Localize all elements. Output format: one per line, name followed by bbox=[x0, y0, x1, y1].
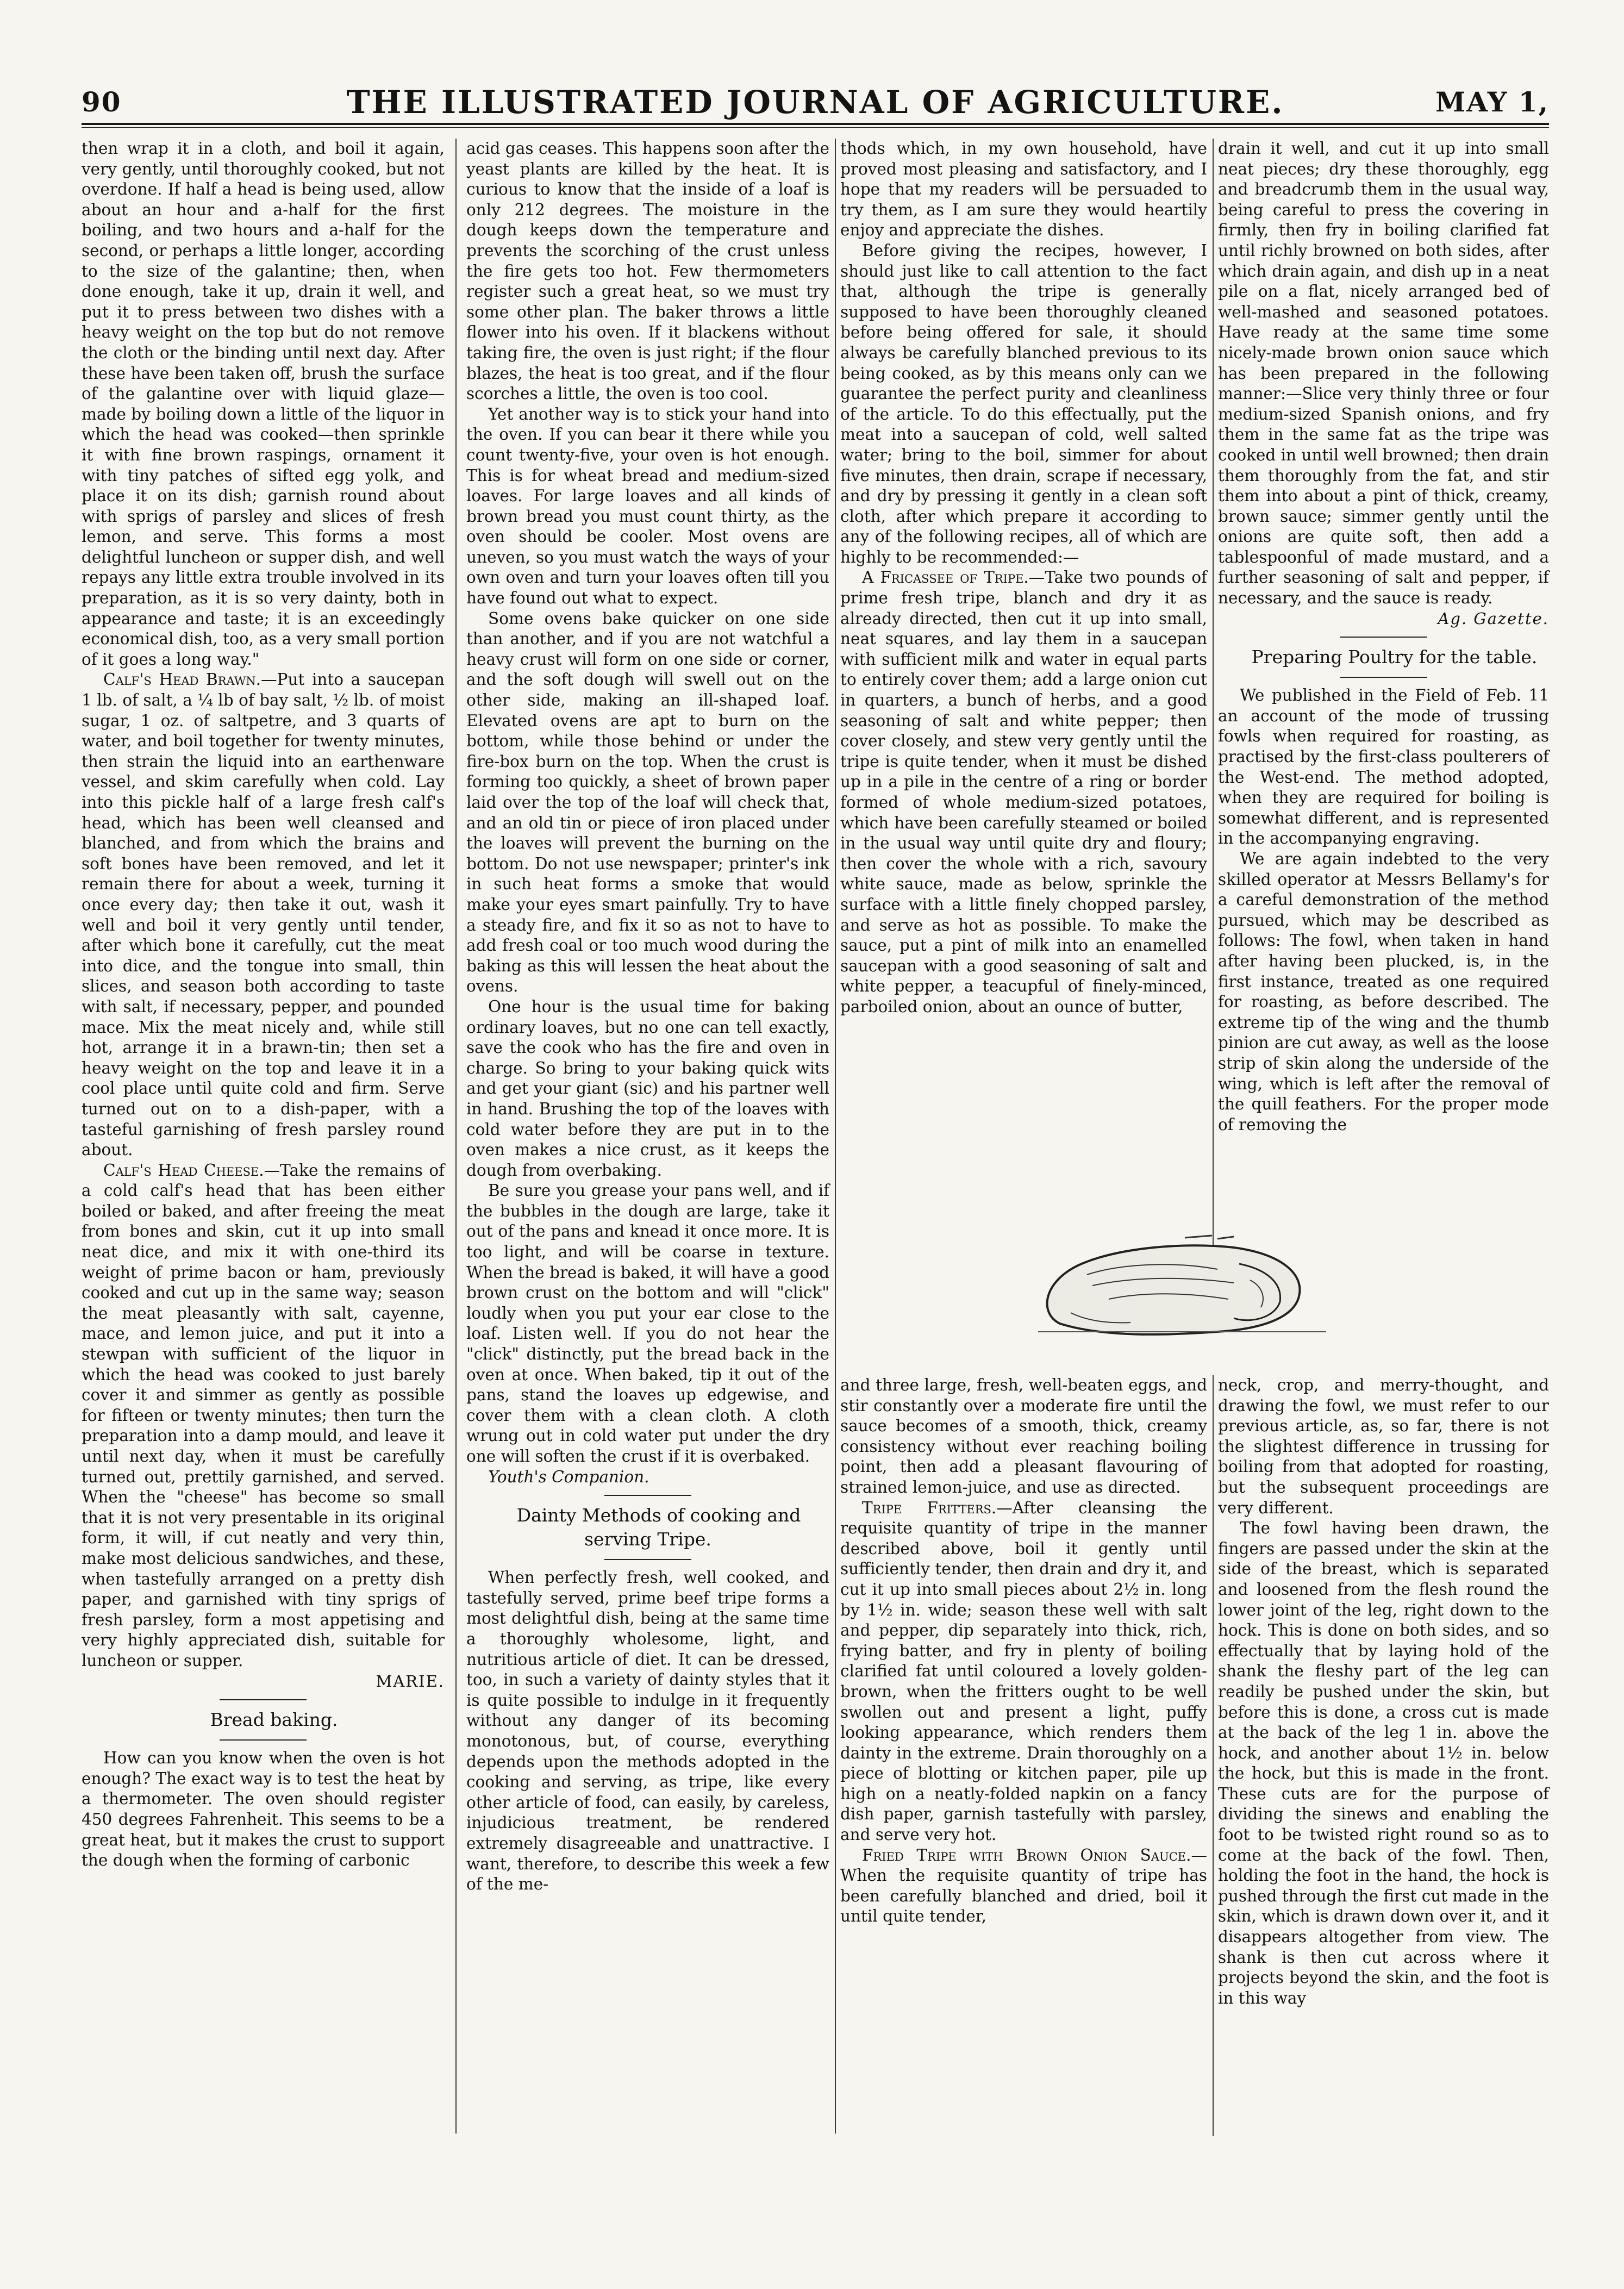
page-header bbox=[82, 82, 1549, 120]
trussed-fowl-icon bbox=[978, 1231, 1386, 1345]
author-signature: MARIE. bbox=[376, 1671, 445, 1691]
paragraph: How can you know when the oven is hot enough? The exact way is to test the heat by a thermometer. The oven should register 450 degrees Fahrenheit. This seems to be a great heat, but it makes the crust to support the dough when the forming of carbonic bbox=[82, 1749, 445, 1870]
paragraph: neck, crop, and merry-thought, and drawing the fowl, we must refer to our previous article, as, so far, there is not the slightest difference in trussing for boiling from that adopted for roasting, but the subsequent proceedings are very different. bbox=[1218, 1376, 1549, 1517]
article-heading: Bread baking. bbox=[210, 1709, 338, 1731]
recipe-title: A Fricassee of Tripe. bbox=[862, 568, 1029, 587]
paragraph: thods which, in my own household, have proved most pleasing and satisfactory, and I hope that my readers will be persuaded to try them, as I am sure they would heartily enjoy and appreciate the dishes. bbox=[840, 139, 1207, 240]
issue-date: MAY 1, bbox=[1435, 86, 1549, 118]
article-heading: Preparing Poultry for the table. bbox=[1251, 646, 1538, 668]
fowl-illustration bbox=[978, 1231, 1386, 1370]
paragraph-text: —Put into a saucepan 1 lb. of salt, a ¼ lb of bay salt, ½ lb. of moist sugar, 1 oz. of saltpetre, and 3 quarts of water, and boil together for twenty minutes, then strain the liquid into an earthenware vessel, and skim carefully when cold. Lay into this pickle half of a large fresh calf's head, which has been well cleansed and blanched, and from which the brains and soft bones have been removed, and let it remain there for about a week, turning it once every day; then take it out, wash it well and boil it very gently until tender, after which bone it carefully, cut the meat into dice, and the tongue into small, thin slices, and season both according to taste with salt, if necessary, pepper, and pounded mace. Mix the meat nicely and, while still hot, arrange it in a brawn-tin; then set a heavy weight on the top and leave it in a cool place until quite cold and firm. Serve turned out on to a dish-paper, with a tasteful garnishing of fresh parsley round about. bbox=[82, 670, 445, 1159]
header-rule bbox=[82, 123, 1549, 125]
paragraph: The fowl having been drawn, the fingers are passed under the skin at the side of the breast, which is separated and loosened from the flesh round the lower joint of the leg, right down to the hock. This is done on both sides, and so effectually that by laying hold of the shank the fleshy part of the leg can readily be pushed under the skin, but before this is done, a cross cut is made at the back of the leg 1 in. above the hock, and another about 1½ in. below the hock, but this is made in the front. These cuts are for the purpose of dividing the sinews and enabling the foot to be twisted right round so as to come at the back of the fowl. Then, holding the foot in the hand, the hock is pushed through the first cut made in the skin, which is drawn down over it, and it disappears altogether from view. The shank is then cut across where it projects beyond the skin, and the foot is in this way bbox=[1218, 1519, 1549, 2007]
section-divider bbox=[604, 1559, 691, 1560]
paragraph: Be sure you grease your pans well, and if the bubbles in the dough are large, take it out of the pans and knead it once more. It is too light, and will be coarse in texture. When the bread is baked, it will have a good brown crust on the bottom and will "click" loudly when you put your ear close to the loaf. Listen well. If you do not hear the "click" distinctly, put the bread back in the oven at once. When baked, tip it out of the pans, stand the loaves up edgewise, and cover them with a clean cloth. A cloth wrung out in cold water put under the dry one will soften the crust if it is overbaked. bbox=[466, 1181, 829, 1465]
paragraph bbox=[82, 1161, 445, 1671]
paragraph: acid gas ceases. This happens soon after the yeast plants are killed by the heat. It is curious to know that the inside of a loaf is only 212 degrees. The moisture in the dough keeps down the temperature and prevents the scorching of the crust unless the fire gets too hot. Few thermometers register such a great heat, so we must try some other plan. The baker throws a little flower into his oven. If it blackens without taking fire, the oven is just right; if the flour blazes, the heat is too great, and if the flour scorches a little, the oven is too cool. bbox=[466, 139, 829, 403]
paragraph-text: —Take the remains of a cold calf's head that has been either boiled or baked, and after freeing the meat from bones and skin, cut it up into small neat dice, and mix it with one-third its weight of prime bacon or ham, previously cooked and cut up in the same way; season the meat pleasantly with salt, cayenne, mace, and lemon juice, and put it into a stewpan with sufficient of the liquor in which the head was cooked to just barely cover it and simmer as gently as possible for fifteen or twenty minutes; then turn the preparation into a damp mould, and leave it until next day, when it must be carefully turned out, prettily garnished, and served. When the "cheese" has become so small that it is not very presentable in its original form, it will, if cut neatly and very thin, make most delicious sandwiches, and these, when tastefully arranged on a pretty dish paper, and garnished with tiny sprigs of fresh parsley, form a most appetising and very highly appreciated dish, suitable for luncheon or supper. bbox=[82, 1161, 445, 1670]
journal-title: THE ILLUSTRATED JOURNAL OF AGRICULTURE. bbox=[346, 84, 1284, 121]
paragraph: We published in the Field of Feb. 11 an account of the mode of trussing fowls when required for roasting, as practised by the first-class poulterers of the West-end. The method adopted, when they are required for boiling is somewhat different, and is represented in the accompanying engraving. bbox=[1218, 686, 1549, 848]
paragraph bbox=[840, 1498, 1207, 1845]
header-rule-thin bbox=[82, 127, 1549, 128]
paragraph: We are again indebted to the very skilled operator at Messrs Bellamy's for a careful demonstration of the method pursued, which may be described as follows: The fowl, when taken in hand after having been plucked, is, in the first instance, treated as one required for roasting, as before described. The extreme tip of the wing and the thumb pinion are cut away, as well as the loose strip of skin along the underside of the wing, which is left after the removal of the quill feathers. For the proper mode of removing the bbox=[1218, 850, 1549, 1134]
paragraph: drain it well, and cut it up into small neat pieces; dry these thoroughly, egg and breadcrumb them in the usual way, being careful to press the covering in firmly, then fry in boiling clarified fat until richly browned on both sides, after which drain again, and dish up in a neat pile on a flat, nicely arranged bed of well-mashed and seasoned potatoes. Have ready at the same time some nicely-made brown onion sauce which has been prepared in the following manner:—Slice very thinly three or four medium-sized Spanish onions, and fry them in the same fat as the tripe was cooked in until well browned; then drain them thoroughly from the fat, and stir them into about a pint of thick, creamy, brown sauce; simmer gently until the onions are quite soft, then add a tablespoonful of made mustard, and a further seasoning of salt and pepper, if necessary, and the sauce is ready. bbox=[1218, 139, 1549, 608]
paragraph bbox=[840, 567, 1207, 1017]
column-divider bbox=[1213, 139, 1214, 1318]
paragraph: then wrap it in a cloth, and boil it again, very gently, until thoroughly cooked, but not overdone. If half a head is being used, allow about an hour and a-half for the first boiling, and two hours and a-half for the second, or perhaps a little longer, according to the size of the galantine; then, when done enough, take it up, drain it well, and put it to press between two dishes with a heavy weight on the top but do not remove the cloth or the binding until next day. After these have been taken off, brush the surface of the galantine over with liquid glaze—made by boiling down a little of the liquor in which the head was cooked—then sprinkle it with fine brown raspings, ornament it with tiny patches of sifted egg yolk, and place it on its dish; garnish round about with sprigs of parsley and slices of fresh lemon, and serve. This forms a most delightful luncheon or supper dish, and well repays any little extra trouble involved in its preparation, as it is so very dainty, both in appearance and taste; it is an exceedingly economical dish, too, as a very small portion of it goes a long way." bbox=[82, 139, 445, 669]
page-number: 90 bbox=[82, 86, 122, 118]
paragraph: One hour is the usual time for baking ordinary loaves, but no one can tell exactly, save the cook who has the fire and oven in charge. So bring to your baking quick wits and get your giant (sic) and his partner well in hand. Brushing the top of the loaves with cold water before they are put in to the oven makes a nice crust, as it keeps the dough from overbaking. bbox=[466, 997, 829, 1180]
source-credit: Ag. Gazette. bbox=[1438, 609, 1549, 628]
column-4-lower bbox=[1218, 1375, 1549, 2136]
paragraph: and three large, fresh, well-beaten eggs, and stir constantly over a moderate fire until the sauce becomes of a smooth, thick, creamy consistency without ever reaching boiling point, then add a pleasant flavouring of strained lemon-juice, and use as directed. bbox=[840, 1376, 1207, 1496]
article-heading: Dainty Methods of cooking and serving Tripe. bbox=[516, 1505, 801, 1550]
paragraph: When perfectly fresh, well cooked, and tastefully served, prime beef tripe forms a most delightful dish, being at the same time a thoroughly wholesome, light, and nutritious article of diet. It can be dressed, too, in such a variety of dainty styles that it is quite possible to indulge in it frequently without any danger of its becoming monotonous, but, of course, everything depends upon the methods adopted in the cooking and serving, as tripe, like every other article of food, can easily, by careless, injudicious treatment, be rendered extremely disagreeable and unattractive. I want, therefore, to describe this week a few of the me- bbox=[466, 1568, 829, 1894]
column-divider bbox=[1213, 1375, 1214, 2136]
section-divider bbox=[1340, 637, 1427, 638]
paragraph-text: —After cleansing the requisite quantity of tripe in the manner described above, boil it gently until sufficiently tender, then drain and dry it, and cut it up into small pieces about 2½ in. long by 1½ in. wide; season these well with salt and pepper, dip separately into thick, rich, frying batter, and fry in plenty of boiling clarified fat until coloured a lovely golden-brown, when the fritters ought to be well swollen out and present a light, puffy looking appearance, which renders them dainty in the extreme. Drain thoroughly on a piece of blotting or kitchen paper, pile up high on a neatly-folded napkin on a fancy dish paper, garnish tastefully with parsley, and serve very hot. bbox=[840, 1498, 1207, 1844]
column-3 bbox=[840, 139, 1207, 1334]
column-divider bbox=[455, 139, 457, 2134]
paragraph: Yet another way is to stick your hand into the oven. If you can bear it there while you count twenty-five, your oven is hot enough. This is for wheat bread and medium-sized loaves. For large loaves and all kinds of brown bread you must count thirty, as the oven should be cooler. Most ovens are uneven, so you must watch the ways of your own oven and turn your loaves often till you have found out what to expect. bbox=[466, 404, 829, 608]
source-credit: Youth's Companion. bbox=[488, 1467, 649, 1486]
column-1 bbox=[82, 139, 445, 2134]
recipe-title: Fried Tripe with Brown Onion Sauce. bbox=[862, 1845, 1191, 1864]
column-2 bbox=[466, 139, 829, 2134]
paragraph bbox=[82, 670, 445, 1160]
column-3-lower bbox=[840, 1375, 1207, 2136]
section-divider bbox=[1340, 677, 1427, 678]
paragraph: Some ovens bake quicker on one side than another, and if you are not watchful a heavy crust will form on one side or corner, and the soft dough will swell out on the other side, making an ill-shaped loaf. Elevated ovens are apt to burn on the bottom, while those behind or under the fire-box burn on the top. When the crust is forming too quickly, a sheet of brown paper laid over the top of the loaf will check that, and an old tin or piece of iron placed under the loaves will prevent the burning on the bottom. Do not use newspaper; printer's ink in such heat forms a smoke that would make your eyes smart painfully. Try to have a steady fire, and fix it so as not to have to add fresh coal or too much wood during the baking as this will lessen the heat about the ovens. bbox=[466, 609, 829, 996]
recipe-title: Calf's Head Cheese. bbox=[103, 1161, 264, 1180]
section-divider bbox=[220, 1739, 307, 1741]
paragraph: Before giving the recipes, however, I should just like to call attention to the fact that, although the tripe is generally supposed to have been thoroughly cleaned before being offered for sale, it should always be carefully blanched previous to its being cooked, as by this means only can we guarantee the perfect purity and cleanliness of the article. To do this effectually, put the meat into a saucepan of cold, well salted water; bring to the boil, simmer for about five minutes, then drain, scrape if necessary, and dry by pressing it gently in a clean soft cloth, after which prepare it according to any of the following recipes, all of which are highly to be recommended:— bbox=[840, 241, 1207, 566]
recipe-title: Tripe Fritters. bbox=[862, 1498, 997, 1517]
section-divider bbox=[604, 1495, 691, 1496]
paragraph-text: —Take two pounds of prime fresh tripe, blanch and dry it as already directed, then cut it up into small, neat squares, and lay them in a saucepan with sufficient milk and water in equal parts to entirely cover them; add a large onion cut in quarters, a bunch of herbs, and a good seasoning of salt and white pepper; then cover closely, and stew very gently until the tripe is quite tender, when it must be dished up in a pile in the centre of a ring or border formed of whole medium-sized potatoes, which have been carefully steamed or boiled in the usual way until quite dry and floury; then cover the whole with a rich, savoury white sauce, made as below, sprinkle the surface with a little finely chopped parsley, and serve as hot as possible. To make the sauce, put a pint of milk into an enamelled saucepan with a good seasoning of salt and white pepper, a teacupful of finely-minced, parboiled onion, about an ounce of butter, bbox=[840, 568, 1207, 1016]
column-4 bbox=[1218, 139, 1549, 1334]
paragraph-text: —When the requisite quantity of tripe has been carefully blanched and dried, boil it until quite tender, bbox=[840, 1845, 1207, 1926]
column-divider bbox=[835, 139, 836, 2134]
recipe-title: Calf's Head Brawn. bbox=[103, 670, 261, 689]
paragraph bbox=[840, 1845, 1207, 1927]
section-divider bbox=[220, 1699, 307, 1700]
